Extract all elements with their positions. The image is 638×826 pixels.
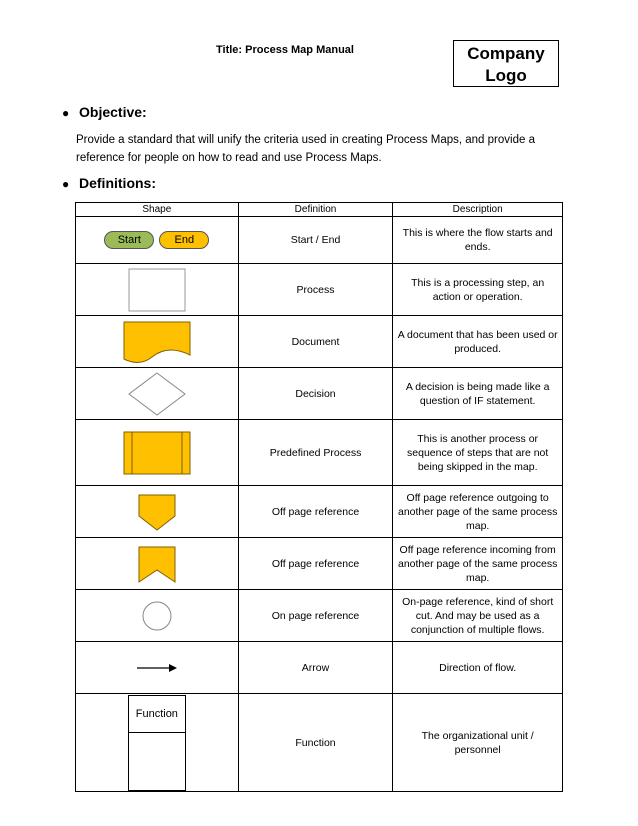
shape-cell xyxy=(76,316,239,368)
definitions-heading xyxy=(62,175,156,191)
column-header-description: Description xyxy=(393,203,563,217)
definition-cell: Start / End xyxy=(238,217,393,264)
document-shape-icon xyxy=(122,319,192,365)
description-cell: A document that has been used or produced. xyxy=(393,316,563,368)
description-cell: This is another process or sequence of steps that are not being skipped in the map. xyxy=(393,420,563,486)
table-row xyxy=(76,368,563,420)
shape-cell xyxy=(76,590,239,642)
table-row xyxy=(76,486,563,538)
arrow-right-icon xyxy=(135,662,179,674)
predefined-process-icon xyxy=(122,430,192,476)
definition-cell: On page reference xyxy=(238,590,393,642)
page-title: Title: Process Map Manual xyxy=(216,44,354,56)
table-row xyxy=(76,420,563,486)
definition-cell: Arrow xyxy=(238,642,393,694)
company-logo xyxy=(453,40,559,87)
column-header-shape: Shape xyxy=(76,203,239,217)
description-cell: Off page reference incoming from another page of the same process map. xyxy=(393,538,563,590)
definition-cell: Off page reference xyxy=(238,538,393,590)
description-cell: This is a processing step, an action or operation. xyxy=(393,264,563,316)
shape-cell xyxy=(76,264,239,316)
objective-text: Provide a standard that will unify the criteria used in creating Process Maps, and provide a reference for people on how to read and use Process Maps. xyxy=(76,134,535,164)
description-cell: On-page reference, kind of short cut. And may be used as a conjunction of multiple flows. xyxy=(393,590,563,642)
off-page-outgoing-icon xyxy=(136,492,178,532)
off-page-incoming-icon xyxy=(136,544,178,584)
shape-cell xyxy=(76,368,239,420)
process-shape-icon xyxy=(127,267,187,313)
bullet-icon: ● xyxy=(62,106,70,120)
function-shape-label: Function xyxy=(129,696,185,733)
column-header-definition: Definition xyxy=(238,203,393,217)
description-cell: Direction of flow. xyxy=(393,642,563,694)
definition-cell: Function xyxy=(238,694,393,792)
table-row xyxy=(76,694,563,792)
logo-line1: Company xyxy=(467,44,545,63)
description-cell: A decision is being made like a question of IF statement. xyxy=(393,368,563,420)
start-terminator-shape: Start xyxy=(104,231,154,249)
shape-cell xyxy=(76,694,239,792)
shape-cell xyxy=(76,217,239,264)
objective-heading-text: Objective: xyxy=(79,104,147,120)
definitions-table xyxy=(75,202,563,792)
shape-cell xyxy=(76,642,239,694)
bullet-icon: ● xyxy=(62,177,70,191)
function-swimlane-shape xyxy=(128,695,186,791)
shape-cell xyxy=(76,420,239,486)
shape-cell xyxy=(76,538,239,590)
description-cell: The organizational unit / personnel xyxy=(393,694,563,792)
definition-cell: Document xyxy=(238,316,393,368)
definition-cell: Process xyxy=(238,264,393,316)
shape-cell xyxy=(76,486,239,538)
table-row xyxy=(76,590,563,642)
definitions-heading-text: Definitions: xyxy=(79,175,156,191)
table-row xyxy=(76,642,563,694)
objective-heading xyxy=(62,104,147,120)
end-terminator-shape: End xyxy=(159,231,209,249)
definition-cell: Predefined Process xyxy=(238,420,393,486)
definition-cell: Off page reference xyxy=(238,486,393,538)
table-header-row xyxy=(76,203,563,217)
description-cell: This is where the flow starts and ends. xyxy=(393,217,563,264)
on-page-reference-circle-icon xyxy=(140,599,174,633)
table-row xyxy=(76,538,563,590)
decision-diamond-icon xyxy=(127,371,187,417)
table-row xyxy=(76,217,563,264)
table-row xyxy=(76,264,563,316)
table-row xyxy=(76,316,563,368)
definition-cell: Decision xyxy=(238,368,393,420)
description-cell: Off page reference outgoing to another page of the same process map. xyxy=(393,486,563,538)
logo-line2: Logo xyxy=(485,66,527,85)
